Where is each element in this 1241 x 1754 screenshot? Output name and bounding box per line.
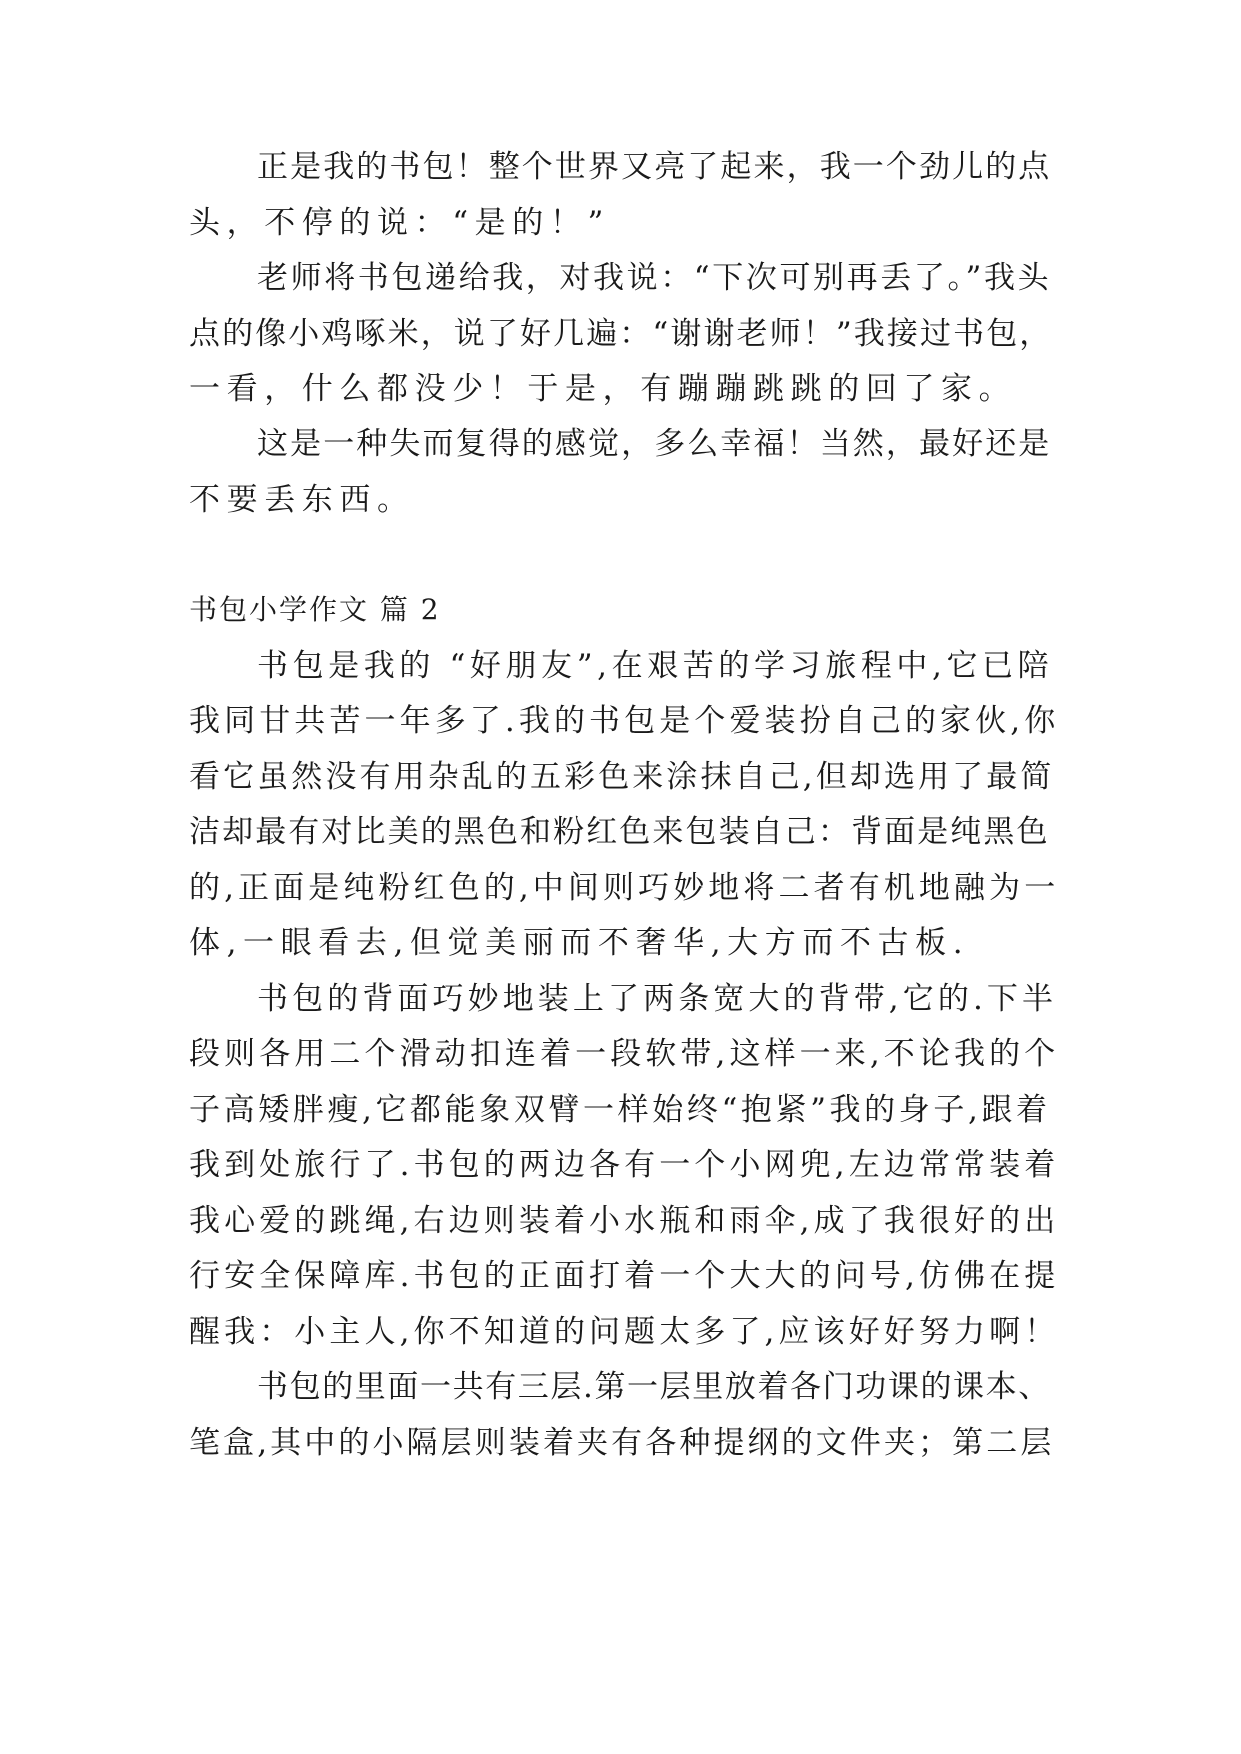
text-line: 我到处旅行了.书包的两边各有一个小网兜,左边常常装着 [189, 1147, 1060, 1183]
text-line: 段则各用二个滑动扣连着一段软带,这样一来,不论我的个 [189, 1036, 1060, 1072]
text-line: 一看，什么都没少！于是，有蹦蹦跳跳的回了家。 [189, 371, 1017, 407]
section-heading: 书包小学作文 篇 2 [189, 593, 441, 626]
text-line: 笔盒,其中的小隔层则装着夹有各种提纲的文件夹；第二层 [189, 1425, 1055, 1461]
text-line: 洁却最有对比美的黑色和粉红色来包装自己：背面是纯黑色 [189, 814, 1050, 850]
text-line: 这是一种失而复得的感觉，多么幸福！当然，最好还是 [257, 426, 1052, 462]
text-line: 不要丢东西。 [189, 482, 415, 518]
text-line: 书包是我的 “好朋友”,在艰苦的学习旅程中,它已陪 [257, 648, 1054, 684]
text-line: 我心爱的跳绳,右边则装着小水瓶和雨伞,成了我很好的出 [189, 1203, 1060, 1239]
text-line: 正是我的书包！整个世界又亮了起来，我一个劲儿的点 [257, 149, 1052, 185]
text-line: 我同甘共苦一年多了.我的书包是个爱装扮自己的家伙,你 [189, 703, 1060, 739]
text-line: 醒我：小主人,你不知道的问题太多了,应该好好努力啊！ [189, 1314, 1060, 1350]
text-line: 书包的里面一共有三层.第一层里放着各门功课的课本、 [257, 1369, 1051, 1405]
text-line: 行安全保障库.书包的正面打着一个大大的问号,仿佛在提 [189, 1258, 1060, 1294]
text-line: 头，不停的说：“是的！” [189, 205, 610, 241]
text-line: 点的像小鸡啄米，说了好几遍：“谢谢老师！”我接过书包， [189, 316, 1053, 352]
text-line: 体,一眼看去,但觉美丽而不奢华,大方而不古板. [189, 925, 970, 961]
text-line: 书包的背面巧妙地装上了两条宽大的背带,它的.下半 [257, 981, 1058, 1017]
text-line: 的,正面是纯粉红色的,中间则巧妙地将二者有机地融为一 [189, 870, 1060, 906]
text-line: 看它虽然没有用杂乱的五彩色来涂抹自己,但却选用了最简 [189, 759, 1055, 795]
text-line: 老师将书包递给我，对我说：“下次可别再丢了。”我头 [257, 260, 1052, 296]
text-line: 子高矮胖瘦,它都能象双臂一样始终“抱紧”我的身子,跟着 [189, 1092, 1051, 1128]
